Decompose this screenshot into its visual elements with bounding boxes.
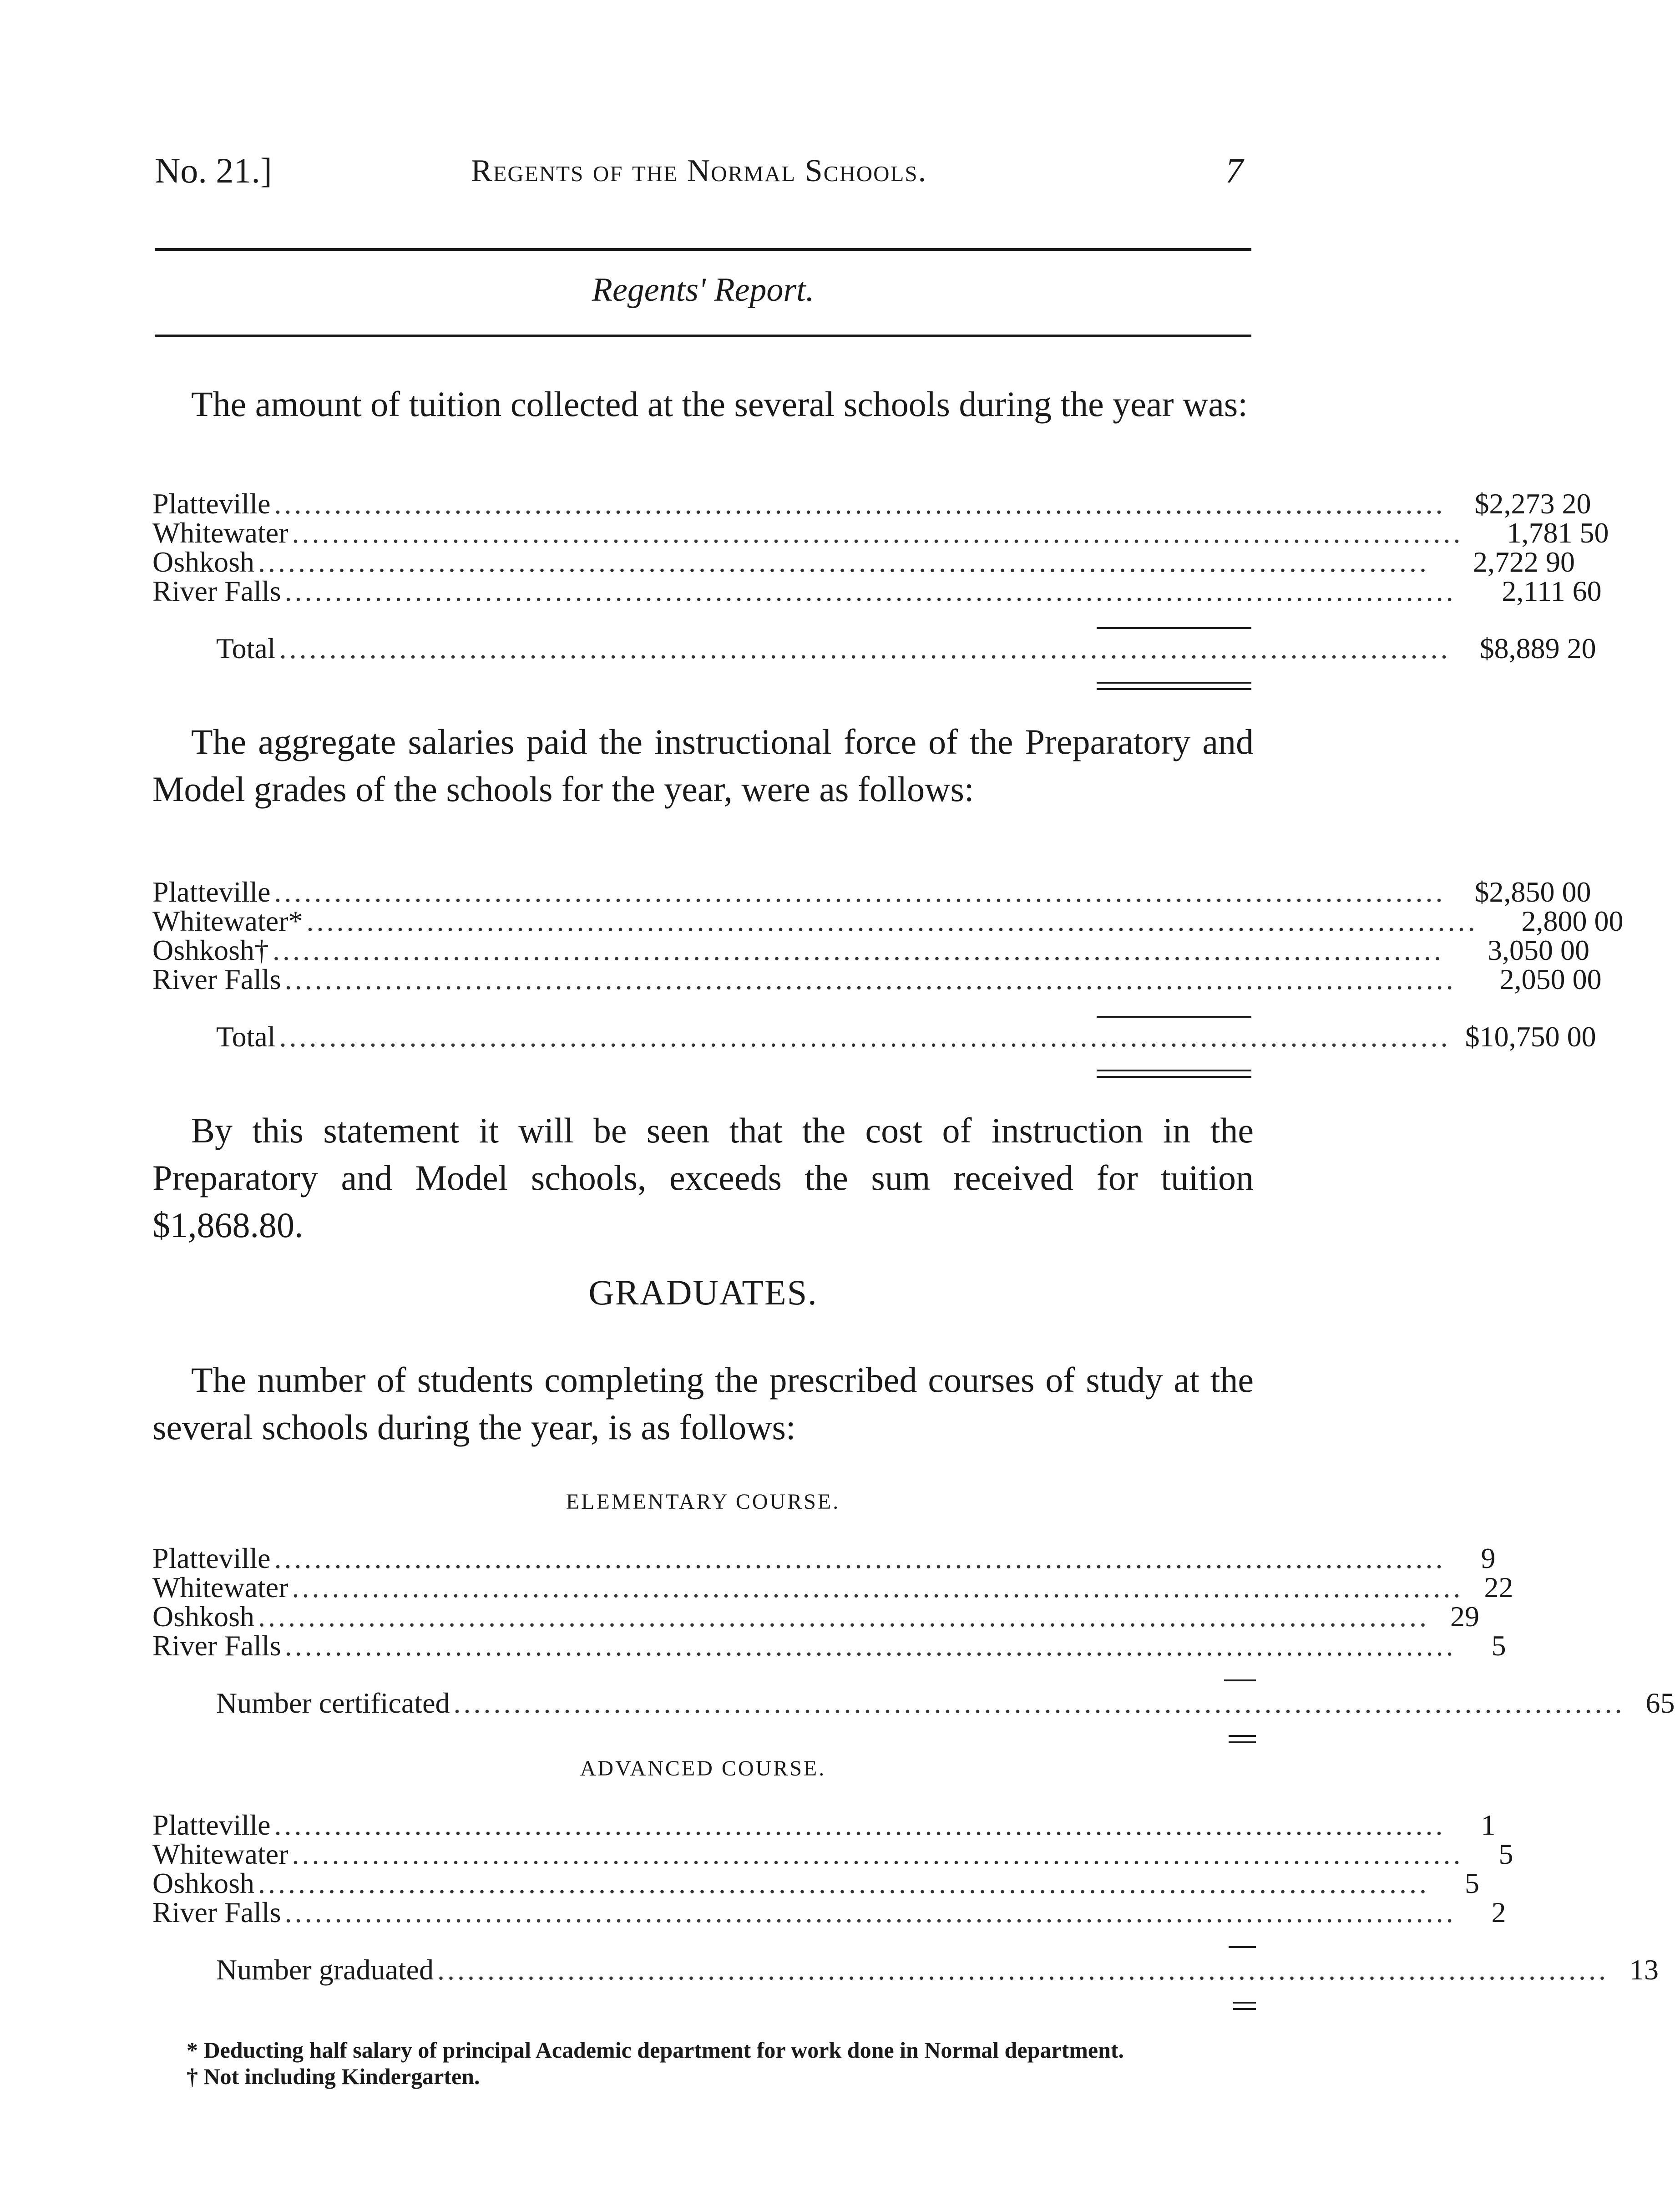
total-count: 13 — [1629, 1953, 1659, 1986]
tuition-intro: The amount of tuition collected at the several schools during the year was: — [191, 384, 1248, 424]
leader-dots: ..................................................................................................................... — [453, 1687, 1625, 1719]
count: 1 — [1481, 1809, 1496, 1841]
double-rule — [1097, 688, 1251, 690]
sum-rule — [1224, 1679, 1256, 1681]
document-number: No. 21.] — [155, 151, 272, 190]
leader-dots: ..................................................................................................................... — [284, 1629, 1456, 1662]
leader-dots: ..................................................................................................................... — [292, 517, 1463, 549]
table-row — [152, 1838, 1513, 1870]
total-row — [152, 1687, 1675, 1719]
leader-dots: ..................................................................................................................... — [274, 1542, 1446, 1574]
graduates-intro: The number of students completing the prescribed courses of study at the several schools during the year, is as follows: — [152, 1360, 1254, 1447]
total-row — [152, 632, 1596, 665]
table-row — [152, 934, 1590, 966]
leader-dots: ..................................................................................................................... — [279, 1020, 1451, 1053]
school-name: Platteville — [152, 487, 271, 520]
running-title: Regents of the Normal Schools. — [471, 153, 927, 188]
school-name: River Falls — [152, 1896, 281, 1928]
school-name: Oshkosh — [152, 1600, 255, 1633]
table-row — [152, 575, 1602, 607]
table-row — [152, 1571, 1513, 1603]
double-rule — [1233, 2002, 1256, 2004]
footnote: * Deducting half salary of principal Academic department for work done in Normal department. — [187, 2037, 1124, 2063]
footnote: † Not including Kindergarten. — [187, 2064, 480, 2089]
sub-heading: Regents' Report. — [592, 271, 815, 309]
leader-dots: ..................................................................................................................... — [258, 1867, 1430, 1899]
advanced-table — [152, 1809, 1659, 1986]
leader-dots: ..................................................................................................................... — [292, 1838, 1463, 1870]
total-row — [152, 1020, 1596, 1053]
double-rule — [1097, 682, 1251, 684]
leader-dots: ..................................................................................................................... — [274, 876, 1446, 908]
count: 2 — [1491, 1896, 1506, 1928]
leader-dots: ..................................................................................................................... — [292, 1571, 1463, 1603]
school-name: Platteville — [152, 1542, 271, 1574]
leader-dots: ..................................................................................................................... — [284, 963, 1456, 995]
page-number: 7 — [1225, 151, 1243, 190]
running-head — [155, 150, 1243, 196]
count: 5 — [1491, 1629, 1506, 1662]
count: 29 — [1450, 1600, 1480, 1633]
amount: $2,273 20 — [1474, 487, 1591, 520]
table-row — [152, 1867, 1480, 1899]
school-name: Whitewater — [152, 1571, 288, 1603]
total-label: Total — [216, 632, 276, 665]
total-label: Number graduated — [216, 1953, 434, 1986]
statement-paragraph: By this statement it will be seen that the cost of instruction in the Preparatory and Model schools, exceeds the sum received for tuition $1,868.80. — [152, 1111, 1254, 1245]
amount: 2,111 60 — [1502, 575, 1602, 607]
amount: 2,050 00 — [1499, 963, 1602, 995]
total-amount: $10,750 00 — [1465, 1020, 1596, 1053]
table-row — [152, 1600, 1480, 1633]
leader-dots: ..................................................................................................................... — [306, 905, 1478, 937]
table-row — [152, 487, 1591, 520]
top-rule — [155, 248, 1251, 251]
leader-dots: ..................................................................................................................... — [274, 1809, 1446, 1841]
table-row — [152, 963, 1602, 995]
school-name: Oshkosh — [152, 1867, 255, 1899]
tuition-table — [152, 487, 1609, 665]
table-row — [152, 546, 1575, 578]
double-rule — [1233, 2008, 1256, 2010]
school-name: Whitewater — [152, 517, 288, 549]
school-name: Platteville — [152, 1809, 271, 1841]
salaries-intro: The aggregate salaries paid the instructional force of the Preparatory and Model grades of the schools for the year, were as follows: — [152, 722, 1254, 809]
count: 5 — [1465, 1867, 1480, 1899]
total-label: Number certificated — [216, 1687, 450, 1719]
leader-dots: ..................................................................................................................... — [437, 1953, 1609, 1986]
count: 5 — [1498, 1838, 1513, 1870]
footnotes — [157, 2037, 1254, 2090]
amount: 3,050 00 — [1488, 934, 1590, 966]
table-row — [152, 517, 1609, 549]
total-label: Total — [216, 1020, 276, 1053]
double-rule — [1229, 1735, 1256, 1737]
leader-dots: ..................................................................................................................... — [284, 575, 1456, 607]
sum-rule — [1097, 1016, 1251, 1018]
salaries-table — [152, 876, 1624, 1053]
leader-dots: ..................................................................................................................... — [274, 487, 1446, 520]
school-name: River Falls — [152, 575, 281, 607]
leader-dots: ..................................................................................................................... — [284, 1896, 1456, 1928]
table-row — [152, 1629, 1506, 1662]
table-row — [152, 1896, 1506, 1928]
double-rule — [1229, 1741, 1256, 1743]
table-row — [152, 1809, 1496, 1841]
school-name: Platteville — [152, 876, 271, 908]
elementary-table — [152, 1542, 1675, 1719]
count: 22 — [1484, 1571, 1513, 1603]
school-name: Whitewater* — [152, 905, 303, 937]
double-rule — [1097, 1070, 1251, 1071]
school-name: Whitewater — [152, 1838, 288, 1870]
graduates-heading: GRADUATES. — [588, 1273, 818, 1312]
leader-dots: ..................................................................................................................... — [279, 632, 1451, 665]
amount: $2,850 00 — [1474, 876, 1591, 908]
table-row — [152, 905, 1624, 937]
school-name: River Falls — [152, 963, 281, 995]
leader-dots: ..................................................................................................................... — [273, 934, 1444, 966]
total-row — [152, 1953, 1659, 1986]
sum-rule — [1097, 627, 1251, 629]
amount: 2,722 90 — [1473, 546, 1575, 578]
sum-rule — [1229, 1946, 1256, 1948]
leader-dots: ..................................................................................................................... — [258, 546, 1430, 578]
amount: 1,781 50 — [1507, 517, 1609, 549]
advanced-course-heading: ADVANCED COURSE. — [580, 1756, 826, 1781]
double-rule — [1097, 1076, 1251, 1078]
total-count: 65 — [1645, 1687, 1675, 1719]
school-name: River Falls — [152, 1629, 281, 1662]
school-name: Oshkosh — [152, 546, 255, 578]
count: 9 — [1481, 1542, 1496, 1574]
total-amount: $8,889 20 — [1479, 632, 1596, 665]
leader-dots: ..................................................................................................................... — [258, 1600, 1430, 1633]
school-name: Oshkosh† — [152, 934, 269, 966]
sub-heading-rule — [155, 335, 1251, 337]
elementary-course-heading: ELEMENTARY COURSE. — [566, 1490, 840, 1514]
table-row — [152, 876, 1591, 908]
amount: 2,800 00 — [1521, 905, 1624, 937]
table-row — [152, 1542, 1496, 1574]
